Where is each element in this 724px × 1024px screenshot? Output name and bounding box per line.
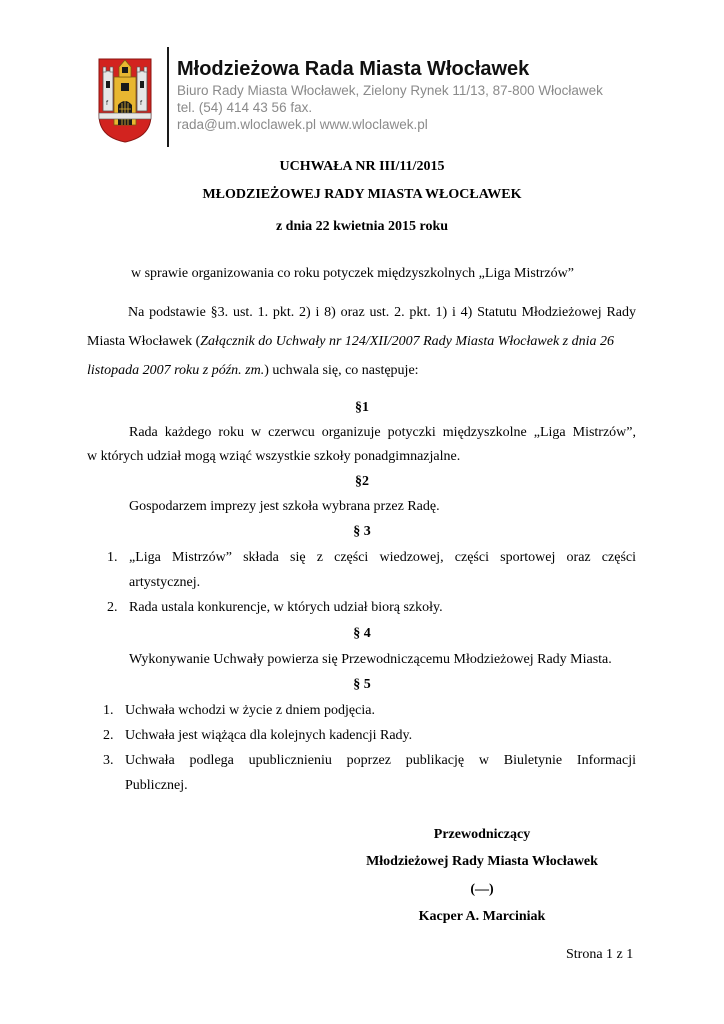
svg-text:f: f [106,100,109,107]
legal-basis-line-3 [87,362,419,380]
section-2-text: Gospodarzem imprezy jest szkoła wybrana przez Radę. [129,499,440,514]
section-4-text: Wykonywanie Uchwały powierza się Przewodniczącemu Młodzieżowej Rady Miasta. [129,652,612,667]
legal-basis-reference-end: listopada 2007 roku z późn. zm. [87,363,265,378]
legal-basis-conclusion: ) uchwala się, co następuje: [264,363,419,378]
organization-contact: rada@um.wloclawek.pl www.wloclawek.pl [177,117,428,132]
list-item-number: 2. [107,600,118,615]
section-2-title: §2 [355,474,369,489]
legal-basis-reference: Załącznik do Uchwały nr 124/XII/2007 Rady Miasta Włocławek z dnia 26 [200,334,614,349]
resolution-number: UCHWAŁA NR III/11/2015 [279,159,445,174]
svg-text:f: f [140,100,143,107]
legal-basis-line-2 [87,333,614,351]
section-3-title: § 3 [353,524,371,539]
page-number: Strona 1 z 1 [566,947,634,962]
organization-name: Młodzieżowa Rada Miasta Włocławek [177,58,530,80]
section-1-text-line-2: w których udział mogą wziąć wszystkie szkoły ponadgimnazjalne. [87,449,461,464]
header-divider [167,47,169,147]
section-3-item-1-line-2: artystycznej. [129,575,201,590]
signatory-name: Kacper A. Marciniak [418,909,546,924]
section-4-title: § 4 [353,626,371,641]
resolution-subject: w sprawie organizowania co roku potyczek międzyszkolnych „Liga Mistrzów” [131,266,574,281]
resolution-body: MŁODZIEŻOWEJ RADY MIASTA WŁOCŁAWEK [202,187,522,202]
list-item-number: 1. [107,550,118,565]
legal-basis-text: Miasta Włocławek ( [87,334,201,349]
city-coat-of-arms-logo [97,57,153,143]
section-1-text-line-1: Rada każdego roku w czerwcu organizuje potyczki międzyszkolne „Liga Mistrzów”, [129,425,636,440]
section-5-title: § 5 [353,677,371,692]
signature-mark: (—) [470,882,494,897]
organization-phone: tel. (54) 414 43 56 fax. [177,100,313,115]
letterhead [0,0,724,160]
section-1-title: §1 [355,400,369,415]
list-item-number: 2. [103,728,114,743]
section-5-item-3-line-2: Publicznej. [125,778,188,793]
section-5-item-1: Uchwała wchodzi w życie z dniem podjęcia. [125,703,375,718]
organization-address: Biuro Rady Miasta Włocławek, Zielony Rynek 11/13, 87-800 Włocławek [177,83,603,98]
signature-role: Przewodniczący [433,827,531,842]
list-item-number: 1. [103,703,114,718]
signature-organization: Młodzieżowej Rady Miasta Włocławek [366,854,598,869]
section-5-item-3-line-1: Uchwała podlega upublicznieniu poprzez publikację w Biuletynie Informacji [125,753,636,768]
resolution-date: z dnia 22 kwietnia 2015 roku [275,219,449,234]
section-5-item-2: Uchwała jest wiążąca dla kolejnych kadencji Rady. [125,728,413,743]
legal-basis-line-1: Na podstawie §3. ust. 1. pkt. 2) i 8) oraz ust. 2. pkt. 1) i 4) Statutu Młodzieżowej Rady [128,305,636,320]
section-3-item-1-line-1: „Liga Mistrzów” składa się z części wiedzowej, części sportowej oraz części [129,550,636,565]
section-3-item-2: Rada ustala konkurencje, w których udział biorą szkoły. [129,600,443,615]
list-item-number: 3. [103,753,114,768]
